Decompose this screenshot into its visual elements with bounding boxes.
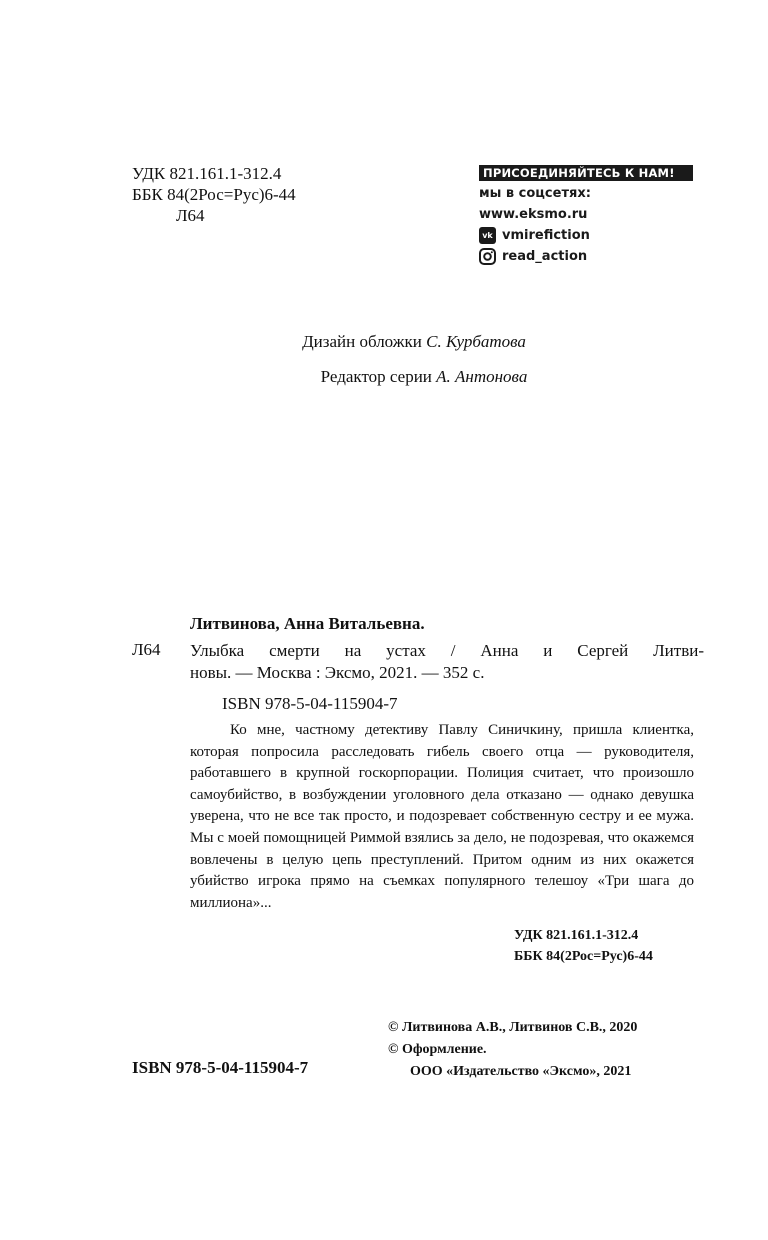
bib-line-2: новы. — Москва : Эксмо, 2021. — 352 с. — [190, 663, 485, 682]
bib-entry — [190, 640, 704, 662]
editor-name: А. Антонова — [436, 367, 528, 386]
copyright-block — [388, 1017, 637, 1083]
annotation — [190, 720, 694, 914]
bbk-code-bottom: ББК 84(2Рос=Рус)6-44 — [514, 949, 653, 964]
cover-design-credit — [30, 332, 768, 352]
copyright-authors: © Литвинова А.В., Литвинов С.В., 2020 — [388, 1020, 638, 1035]
cover-label: Дизайн обложки — [302, 332, 422, 351]
bib-line-1: Улыбка смерти на устах / Анна и Сергей Литви- — [190, 641, 704, 660]
classification-top — [132, 163, 296, 226]
website-link[interactable]: www.eksmo.ru — [479, 207, 588, 222]
social-block — [479, 165, 693, 267]
join-banner: ПРИСОЕДИНЯЙТЕСЬ К НАМ! — [479, 165, 693, 181]
series-editor-credit — [40, 367, 768, 387]
vk-link[interactable] — [479, 225, 693, 246]
instagram-handle: read_action — [502, 249, 588, 264]
bib-author: Литвинова, Анна Витальевна. — [190, 614, 425, 633]
bbk-code: ББК 84(2Рос=Рус)6-44 — [132, 185, 296, 204]
vk-handle: vmirefiction — [502, 228, 590, 243]
copyright-publisher: ООО «Издательство «Эксмо», 2021 — [410, 1064, 632, 1079]
isbn-bottom: ISBN 978-5-04-115904-7 — [132, 1058, 309, 1077]
copyright-design: © Оформление. — [388, 1042, 487, 1057]
annotation-text: Ко мне, частному детективу Павлу Синичкину, пришла клиентка, которая попросила расследовать гибель своего отца — руководителя, работавшего в крупной госкорпорации. Полиция считает, что произошло самоубийство, в возбуждении уголовного дела отказано — однако девушка уверена, что не все так просто, и подозревает собственную сестру и ее мужа. Мы с моей помощницей Риммой взялись за дело, не подозревая, что окажемся вовлечены в целую цепь преступлений. Притом одним из них окажется убийство игрока прямо на съемках популярного телешоу «Три шага до миллиона»... — [190, 722, 694, 911]
social-subtitle: мы в соцсетях: — [479, 186, 591, 201]
bib-isbn: ISBN 978-5-04-115904-7 — [222, 694, 398, 713]
udk-code-bottom: УДК 821.161.1-312.4 — [514, 928, 639, 943]
vk-icon: vk — [479, 227, 496, 244]
editor-label: Редактор серии — [320, 367, 432, 386]
instagram-icon — [479, 248, 496, 265]
author-sign: Л64 — [176, 206, 205, 225]
classification-bottom — [514, 925, 653, 967]
udk-code: УДК 821.161.1-312.4 — [132, 164, 282, 183]
instagram-link[interactable] — [479, 246, 693, 267]
cover-name: С. Курбатова — [426, 332, 526, 351]
bib-code: Л64 — [132, 640, 161, 659]
